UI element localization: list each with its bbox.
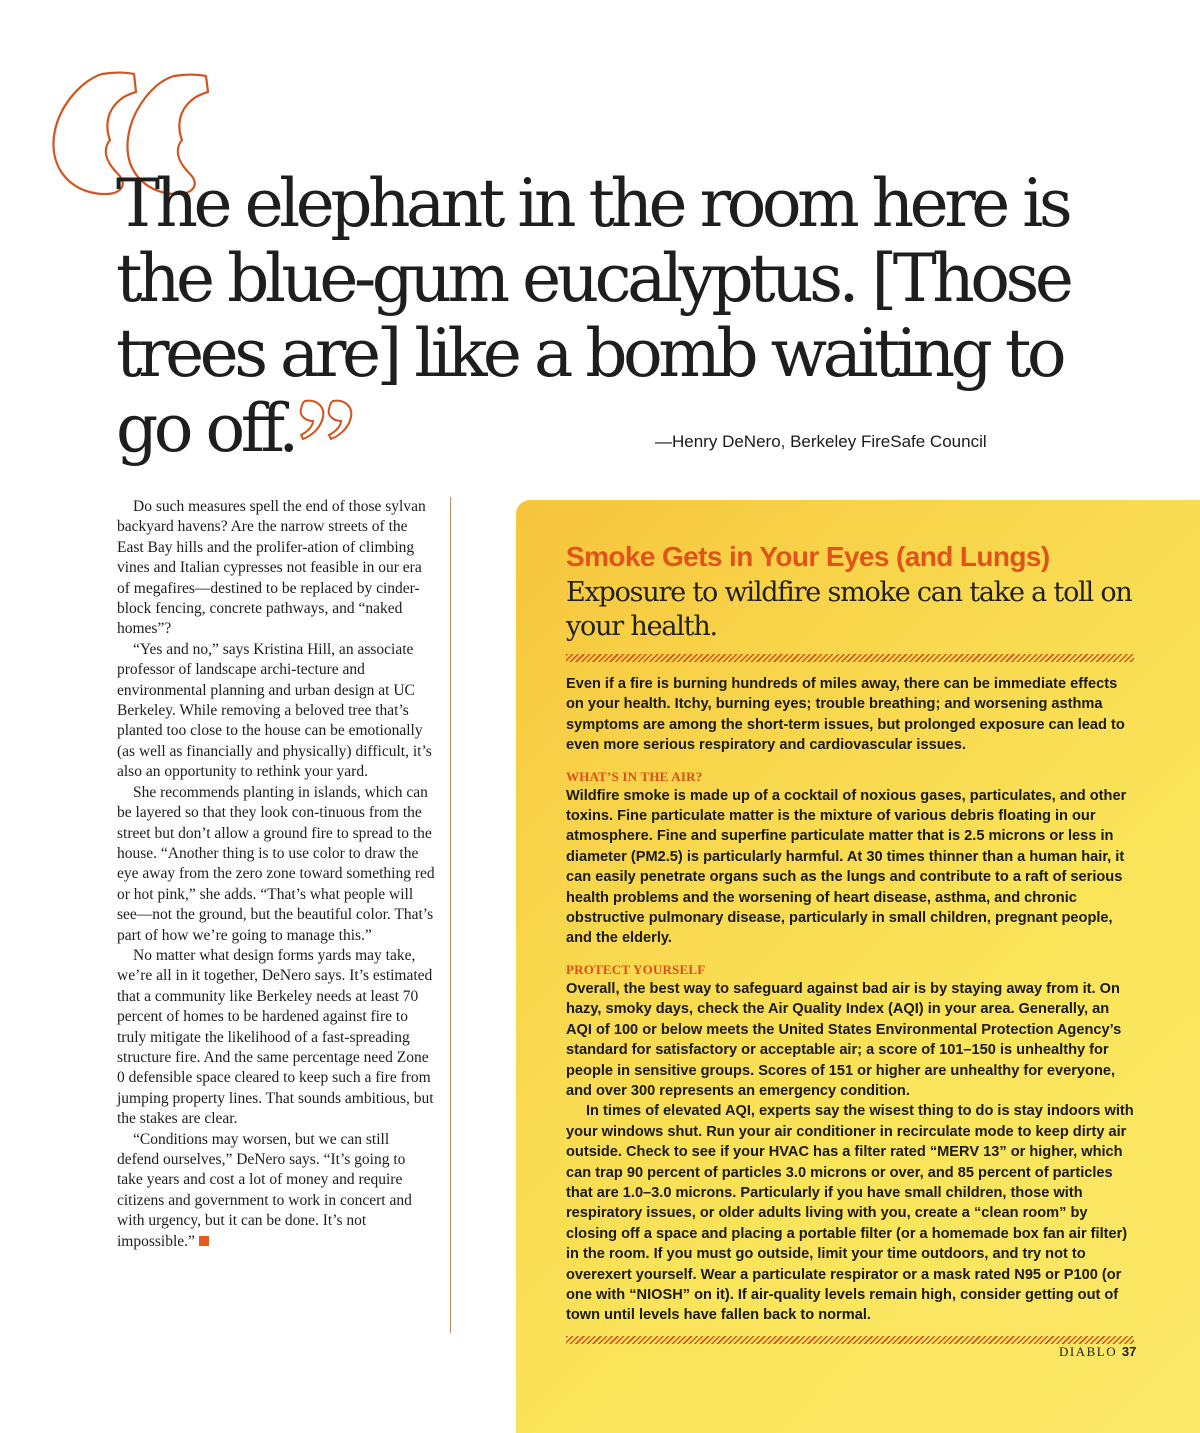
end-mark-icon <box>199 1236 209 1246</box>
article-paragraph: “Yes and no,” says Kristina Hill, an associate professor of landscape archi-tecture and environmental planning and urban design at UC Berkeley. While removing a beloved tree that’s planted too close to the house can be emotionally (as well as financially and physically) difficult, it’s also an opportunity to rethink your yard. <box>117 640 432 781</box>
section-heading-air: WHAT’S IN THE AIR? <box>566 768 703 784</box>
close-quote-mark-icon <box>297 397 355 443</box>
pull-quote-text: The elephant in the room here is the blue-gum eucalyptus. [Those trees are] like a bomb waiting to go off. <box>116 165 1070 467</box>
hatch-divider-bottom <box>566 1336 1134 1344</box>
article-paragraph-text: “Conditions may worsen, but we can still defend ourselves,” DeNero says. “It’s going to take years and cost a lot of money and require citizens and government to work in concert and with urgency, but it can be done. It’s not impossible.” <box>117 1130 412 1250</box>
health-sidebar <box>516 500 1200 1433</box>
column-divider <box>450 497 451 1333</box>
page-folio <box>1059 1344 1136 1360</box>
quote-attribution: —Henry DeNero, Berkeley FireSafe Council <box>655 432 987 451</box>
section-text-protect-1: Overall, the best way to safeguard against bad air is by staying away from it. On hazy, smoky days, check the Air Quality Index (AQI) in your area. Generally, an AQI of 100 or below meets the United States Environmental Protection Agency’s standard for satisfactory or acceptable air; a score of 101–150 is unhealthy for people in sensitive groups. Scores of 151 or higher are unhealthy for everyone, and over 300 represents an emergency condition. <box>566 980 1122 1099</box>
sidebar-content <box>566 540 1134 1356</box>
pull-quote <box>116 166 1076 466</box>
page-number: 37 <box>1121 1344 1137 1359</box>
sidebar-intro: Even if a fire is burning hundreds of miles away, there can be immediate effects on your health. Itchy, burning eyes; trouble breathing; and worsening asthma symptoms are among the short-term issues, but prolonged exposure can lead to even more serious respiratory and cardiovascular issues. <box>566 676 1125 754</box>
article-paragraph: Do such measures spell the end of those sylvan backyard havens? Are the narrow streets of the East Bay hills and the prolifer-ation of climbing vines and Italian cypresses not feasible in our era of megafires—destined to be replaced by cinder-block fencing, concrete pathways, and “naked homes”? <box>117 498 426 638</box>
magazine-name: DIABLO <box>1059 1344 1118 1359</box>
article-body <box>117 497 435 1252</box>
section-text-air: Wildfire smoke is made up of a cocktail of noxious gases, particulates, and other toxins. Fine particulate matter is the mixture of various debris floating in our atmosphere. Fine and superfine particulate matter that is 2.5 microns or less in diameter (PM2.5) is particularly harmful. At 30 times thinner than a human hair, it can easily penetrate organs such as the lungs and contribute to a raft of serious health problems and the worsening of heart disease, asthma, and chronic obstructive pulmonary disease, particularly in small children, pregnant people, and the elderly. <box>566 787 1127 947</box>
sidebar-subtitle: Exposure to wildfire smoke can take a toll on your health. <box>566 577 1132 642</box>
article-paragraph: She recommends planting in islands, which can be layered so that they look con-tinuous from the street but don’t allow a ground fire to spread to the house. “Another thing is to use color to draw the eye away from the zero zone toward something red or hot pink,” she adds. “That’s what people will see—not the ground, but the beautiful color. That’s part of how we’re going to manage this.” <box>117 783 435 944</box>
section-text-protect-2: In times of elevated AQI, experts say the wisest thing to do is stay indoors with your windows shut. Run your air conditioner in recirculate mode to keep dirty air outside. Check to see if your HVAC has a filter rated “MERV 13” or higher, which can trap 90 percent of particles 3.0 microns or over, and 85 percent of particles that are 1.0–3.0 microns. Particularly if you have small children, those with respiratory issues, or older adults living with you, create a “clean room” by closing off a space and placing a portable filter (or a homemade box fan air filter) in the room. If you must go outside, limit your time outdoors, and try not to overexert yourself. Wear a particulate respirator or a mask rated N95 or P100 (or one with “NIOSH” on it). If air-quality levels remain high, consider getting out of town until levels have fallen back to normal. <box>566 1103 1134 1324</box>
article-paragraph-last <box>117 1130 435 1252</box>
section-heading-protect: PROTECT YOURSELF <box>566 961 706 977</box>
hatch-divider <box>566 654 1134 662</box>
article-paragraph: No matter what design forms yards may take, we’re all in it together, DeNero says. It’s estimated that a community like Berkeley needs at least 70 percent of homes to be hardened against fire to truly mitigate the likelihood of a fast-spreading structure fire. And the same percentage need Zone 0 defensible space cleared to keep such a fire from jumping property lines. That sounds ambitious, but the stakes are clear. <box>117 946 434 1128</box>
sidebar-title: Smoke Gets in Your Eyes (and Lungs) <box>566 541 1050 572</box>
